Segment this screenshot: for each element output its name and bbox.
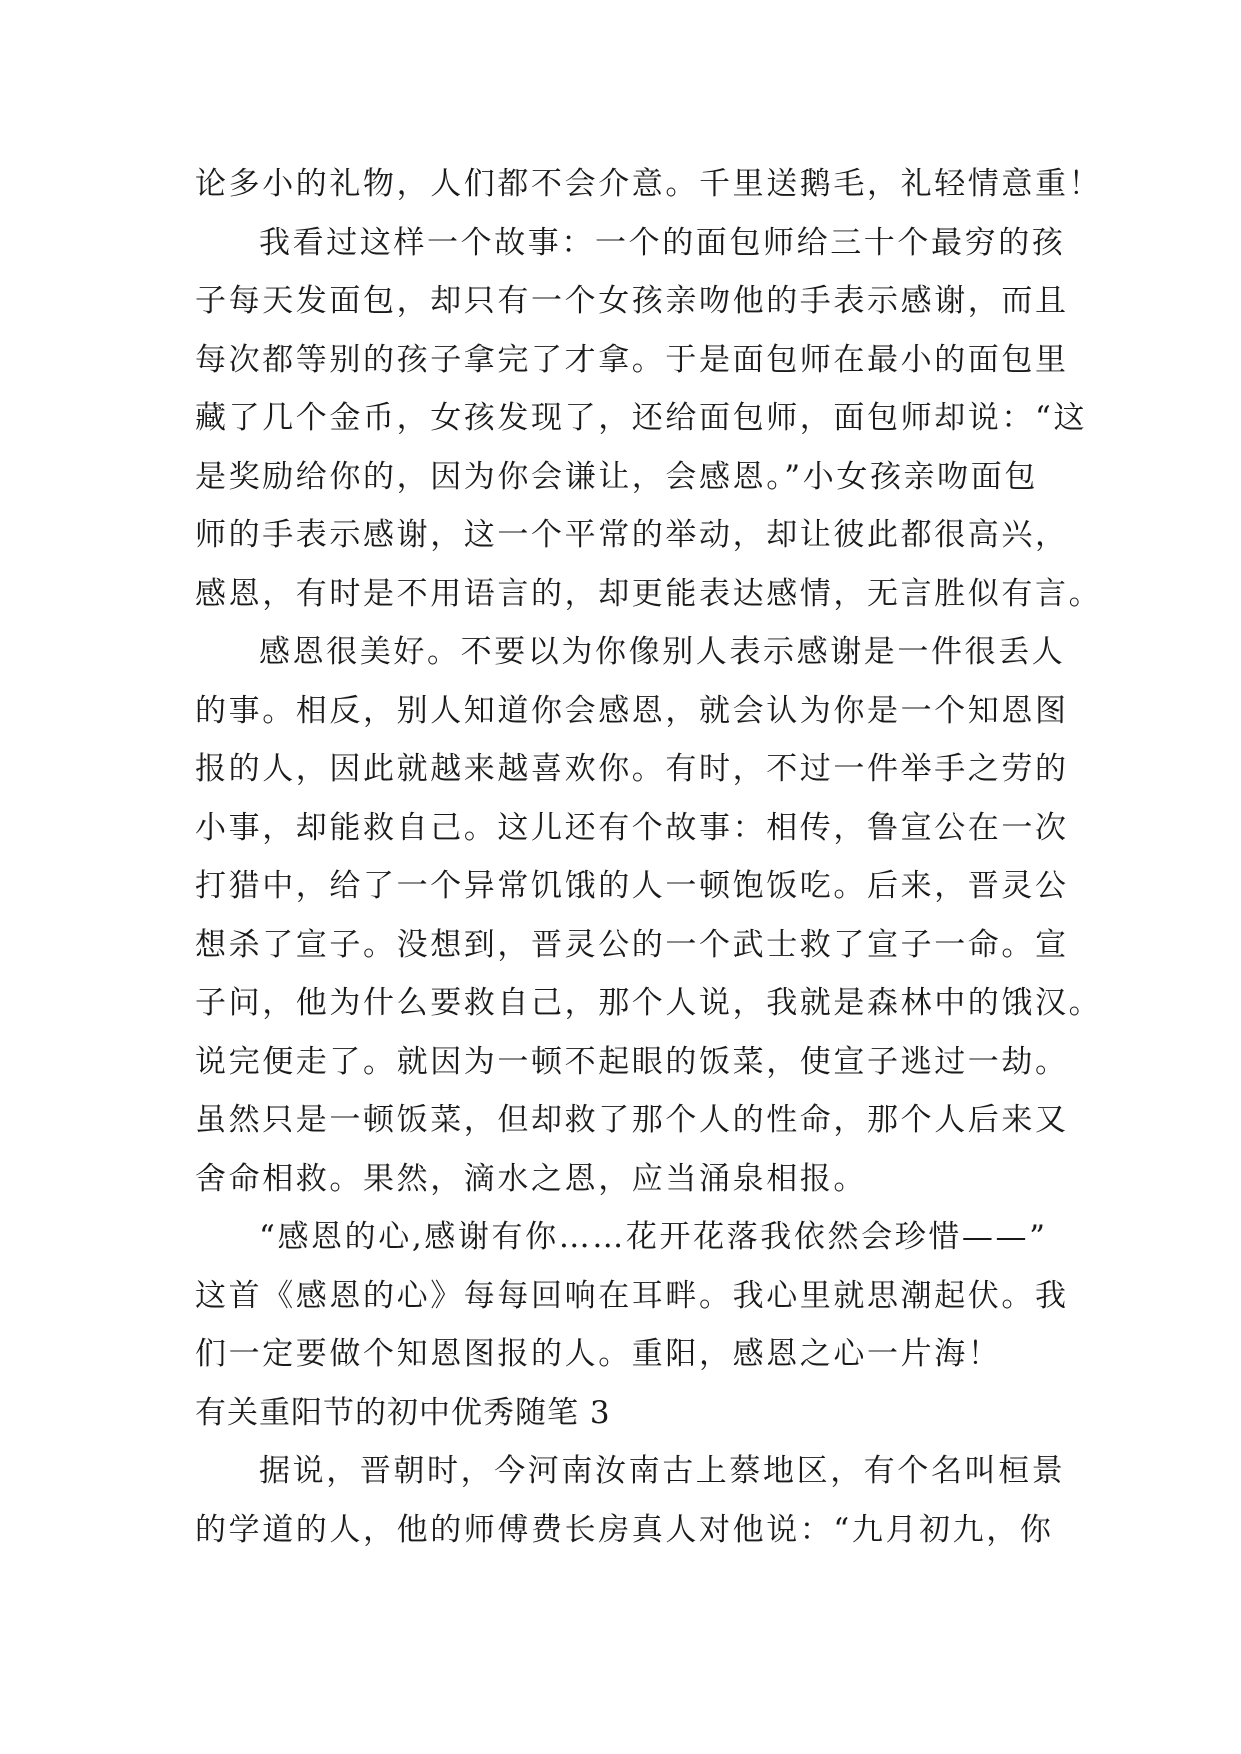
document-body xyxy=(195,155,1103,1559)
text-line: 每次都等别的孩子拿完了才拿。于是面包师在最小的面包里 xyxy=(195,341,1069,378)
text-line: 师的手表示感谢，这一个平常的举动，却让彼此都很高兴， xyxy=(195,517,1069,553)
text-line: 论多小的礼物，人们都不会介意。千里送鹅毛，礼轻情意重！ xyxy=(195,166,1103,202)
text-line: 的事。相反，别人知道你会感恩，就会认为你是一个知恩图 xyxy=(195,692,1069,729)
text-line: 藏了几个金币，女孩发现了，还给面包师，面包师却说：“这 xyxy=(195,400,1088,436)
text-line: 子每天发面包，却只有一个女孩亲吻他的手表示感谢，而且 xyxy=(195,283,1069,319)
text-line: 说完便走了。就因为一顿不起眼的饭菜，使宣子逃过一劫。 xyxy=(195,1043,1069,1080)
paragraph-first-line: “感恩的心,感谢有你……花开花落我依然会珍惜——” xyxy=(259,1219,1048,1255)
text-line: 报的人，因此就越来越喜欢你。有时，不过一件举手之劳的 xyxy=(195,751,1069,787)
text-line: 这首《感恩的心》每每回响在耳畔。我心里就思潮起伏。我 xyxy=(195,1277,1069,1314)
text-line: 的学道的人，他的师傅费长房真人对他说：“九月初九，你 xyxy=(195,1511,1054,1548)
section-heading: 有关重阳节的初中优秀随笔 3 xyxy=(195,1394,611,1431)
paragraph-first-line: 我看过这样一个故事：一个的面包师给三十个最穷的孩 xyxy=(259,224,1066,261)
text-line: 小事，却能救自己。这儿还有个故事：相传，鲁宣公在一次 xyxy=(195,809,1069,846)
text-line: 打猎中，给了一个异常饥饿的人一顿饱饭吃。后来，晋灵公 xyxy=(195,868,1069,904)
text-line: 舍命相救。果然，滴水之恩，应当涌泉相报。 xyxy=(195,1160,867,1197)
paragraph-first-line: 感恩很美好。不要以为你像别人表示感谢是一件很丢人 xyxy=(259,634,1066,670)
text-line: 子问，他为什么要救自己，那个人说，我就是森林中的饿汉。 xyxy=(195,985,1103,1021)
text-line: 想杀了宣子。没想到，晋灵公的一个武士救了宣子一命。宣 xyxy=(195,926,1069,963)
paragraph-first-line: 据说，晋朝时，今河南汝南古上蔡地区，有个名叫桓景 xyxy=(259,1453,1066,1489)
text-line: 感恩，有时是不用语言的，却更能表达感情，无言胜似有言。 xyxy=(195,575,1103,612)
text-line: 虽然只是一顿饭菜，但却救了那个人的性命，那个人后来又 xyxy=(195,1102,1069,1138)
text-line: 是奖励给你的，因为你会谦让，会感恩。”小女孩亲吻面包 xyxy=(195,458,1038,495)
text-line: 们一定要做个知恩图报的人。重阳，感恩之心一片海！ xyxy=(195,1336,1002,1372)
